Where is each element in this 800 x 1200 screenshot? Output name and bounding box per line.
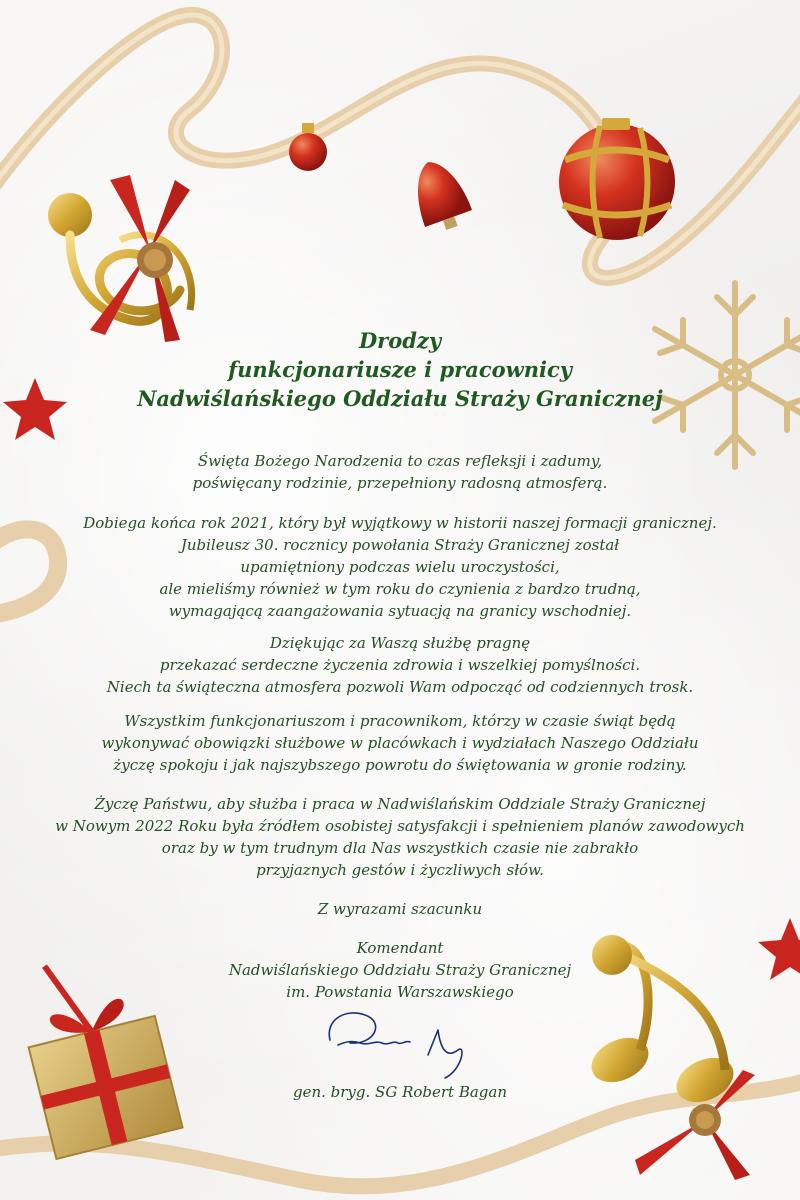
paragraph-5 xyxy=(20,793,780,881)
text-line: w Nowym 2022 Roku była źródłem osobistej satysfakcji i spełnieniem planów zawodowych xyxy=(55,817,745,835)
signatory-line: Komendant xyxy=(356,939,444,957)
text-line: przekazać serdeczne życzenia zdrowia i wszelkiej pomyślności. xyxy=(159,656,641,674)
text-line: upamiętniony podczas wielu uroczystości, xyxy=(240,558,560,576)
text-line: oraz by w tym trudnym dla Nas wszystkich czasie nie zabrakło xyxy=(161,839,639,857)
paragraph-4 xyxy=(20,710,780,776)
text-line: Niech ta świąteczna atmosfera pozwoli Wam odpocząć od codziennych trosk. xyxy=(106,678,694,696)
text-line: poświęcany rodzinie, przepełniony radosną atmosferą. xyxy=(192,474,608,492)
text-line: życzę spokoju i jak najszybszego powrotu do świętowania w gronie rodziny. xyxy=(113,756,687,774)
text-line: Jubileusz 30. rocznicy powołania Straży Granicznej został xyxy=(180,536,620,554)
signer-name-line: gen. bryg. SG Robert Bagan xyxy=(292,1083,508,1101)
title-line: Nadwiślańskiego Oddziału Straży Granicznej xyxy=(137,386,663,411)
paragraph-2 xyxy=(20,512,780,622)
text-line: przyjaznych gestów i życzliwych słów. xyxy=(256,861,544,879)
paragraph-1 xyxy=(20,450,780,494)
text-line: Dziękując za Waszą służbę pragnę xyxy=(269,634,531,652)
title-line: Drodzy xyxy=(358,328,442,353)
paragraph-3 xyxy=(20,632,780,698)
closing xyxy=(20,898,780,920)
text-line: Dobiega końca rok 2021, który był wyjątkowy w historii naszej formacji granicznej. xyxy=(83,514,717,532)
closing-line: Z wyrazami szacunku xyxy=(317,900,483,918)
text-line: ale mieliśmy również w tym roku do czynienia z bardzo trudną, xyxy=(159,580,641,598)
title-line: funkcjonariusze i pracownicy xyxy=(228,357,572,382)
signer-name xyxy=(20,1081,780,1103)
text-line: Święta Bożego Narodzenia to czas refleksji i zadumy, xyxy=(197,452,603,470)
text-line: Wszystkim funkcjonariuszom i pracownikom, którzy w czasie świąt będą xyxy=(124,712,676,730)
text-line: Życzę Państwu, aby służba i praca w Nadwiślańskim Oddziale Straży Granicznej xyxy=(94,795,706,813)
signatory-line: Nadwiślańskiego Oddziału Straży Granicznej xyxy=(228,961,572,979)
signatory-block xyxy=(20,937,780,1003)
letter-title xyxy=(60,326,740,413)
signatory-line: im. Powstania Warszawskiego xyxy=(286,983,514,1001)
text-line: wymagającą zaangażowania sytuacją na granicy wschodniej. xyxy=(168,602,632,620)
text-line: wykonywać obowiązki służbowe w placówkach i wydziałach Naszego Oddziału xyxy=(101,734,699,752)
